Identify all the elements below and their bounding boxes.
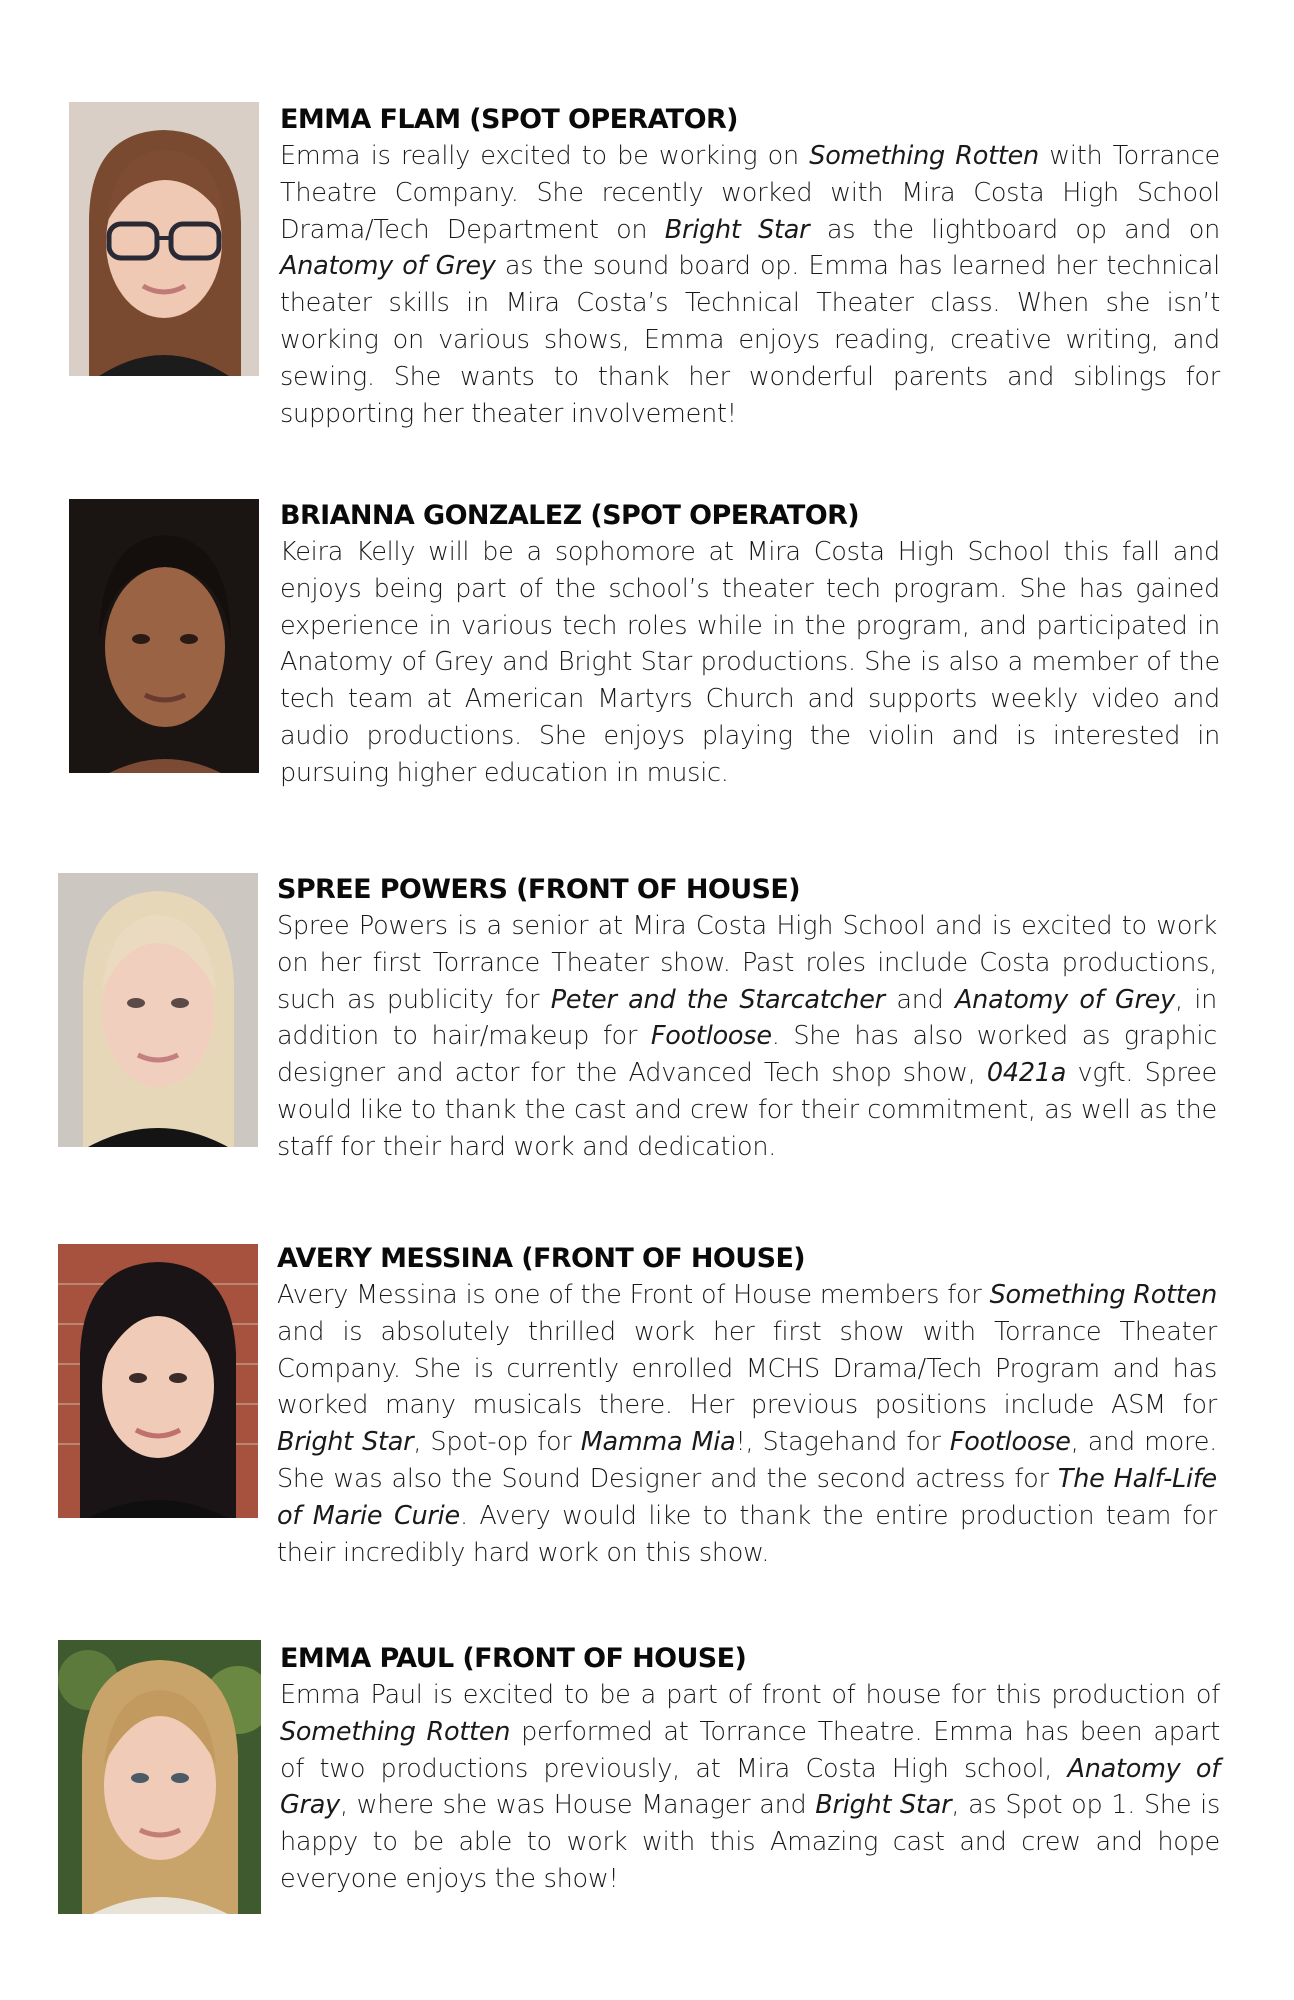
bio-title-italic: Bright Star [277, 1427, 414, 1458]
bio-text-segment: as the lightboard op and on [809, 214, 1221, 245]
bio-text-segment: as the sound board op. Emma has learned her technical theater skills in Mira Costa’s Technical Theater class. When she isn’t working on various shows, Emma enjoys reading, creative writing, and sewing. She wants to thank her wonderful parents and siblings for supporting her theater involvement! [280, 251, 1220, 429]
bio-text-segment: performed at Torrance Theatre. Emma has been apart of two productions previously, at Mira Costa High school, [280, 1716, 1220, 1784]
bio-name-heading: EMMA FLAM (SPOT OPERATOR) [280, 104, 738, 135]
bio-text-segment: vgft. Spree would like to thank the cast and crew for their commitment, as well as the staff for their hard work and dedication. [277, 1058, 1217, 1162]
bio-title-italic: Footloose [650, 1021, 772, 1052]
headshot-emma-paul-image [58, 1640, 261, 1914]
bio-text-segment: !, Stagehand for [735, 1427, 950, 1458]
headshot-photo [58, 1640, 261, 1914]
bio-text-block [280, 101, 1220, 432]
headshot-photo [58, 873, 258, 1147]
bio-text-segment: Emma is really excited to be working on [280, 141, 810, 171]
headshot-photo [69, 102, 259, 376]
bio-text-segment: , as Spot op 1. She is happy to be able to work with this Amazing cast and crew and hope everyone enjoys the show! [280, 1790, 1220, 1894]
bio-paragraph [277, 908, 1217, 1166]
bio-text-segment: with Torrance Theatre Company. She recently worked with Mira Costa High School Drama/Tech Department on [280, 141, 1220, 245]
bio-text-segment: , where she was House Manager and [339, 1790, 816, 1821]
bio-title-italic: Anatomy of Grey [280, 251, 496, 282]
bio-text-segment: Avery Messina is one of the Front of House members for [277, 1280, 990, 1310]
bio-text-segment: , and more. She was also the Sound Designer and the second actress for [277, 1427, 1218, 1494]
headshot-photo [58, 1244, 258, 1518]
headshot-brianna-gonzalez-image [69, 499, 259, 773]
bio-name-heading: BRIANNA GONZALEZ (SPOT OPERATOR) [280, 500, 860, 531]
bio-text-segment: and [884, 984, 955, 1015]
bio-paragraph [277, 1277, 1217, 1571]
bio-title-italic: Something Rotten [280, 1716, 511, 1747]
bio-title-italic: Bright Star [664, 214, 810, 245]
bio-text-segment: Keira Kelly will be a sophomore at Mira Costa High School this fall and enjoys being part of the school’s theater tech program. She has gained experience in various tech roles while in the program, and participated in Anatomy of Grey and Bright Star productions. She is also a member of the tech team at American Martyrs Church and supports weekly video and audio productions. She enjoys playing the violin and is interested in pursuing higher education in music. [280, 537, 1220, 788]
headshot-spree-powers-image [58, 873, 258, 1147]
bio-title-italic: Anatomy of Grey [954, 984, 1175, 1015]
bio-text-segment: , in addition to hair/makeup for [277, 984, 1218, 1052]
bio-paragraph [280, 534, 1220, 792]
bio-text-segment: . She has also worked as graphic designer and actor for the Advanced Tech shop show, [277, 1021, 1217, 1089]
bio-title-italic: Bright Star [815, 1790, 952, 1821]
bio-title-italic: Anatomy of Gray [280, 1753, 1220, 1821]
bio-name-heading: EMMA PAUL (FRONT OF HOUSE) [280, 1643, 747, 1674]
bio-text-segment: Spree Powers is a senior at Mira Costa High School and is excited to work on her first Torrance Theater show. Past roles include Costa productions, such as publicity for [277, 911, 1217, 1015]
bio-text-segment: , Spot-op for [413, 1427, 581, 1458]
bio-title-italic: Something Rotten [989, 1280, 1217, 1310]
bio-text-segment: and is absolutely thrilled work her first show with Torrance Theater Company. She is currently enrolled MCHS Drama/Tech Program and has worked many musicals there. Her previous positions include ASM for [277, 1316, 1217, 1421]
bio-paragraph [280, 1677, 1220, 1898]
bio-text-segment: . Avery would like to thank the entire production team for their incredibly hard work on this show. [277, 1500, 1218, 1568]
bio-paragraph [280, 138, 1220, 432]
bio-text-segment: Emma Paul is excited to be a part of front of house for this production of [280, 1680, 1220, 1710]
bio-text-block [280, 497, 1220, 792]
bio-title-italic: Peter and the Starcatcher [550, 984, 885, 1015]
bio-title-italic: 0421a [986, 1058, 1067, 1089]
bio-name-heading: AVERY MESSINA (FRONT OF HOUSE) [277, 1243, 806, 1274]
bio-text-block [277, 871, 1217, 1166]
headshot-photo [69, 499, 259, 773]
bio-title-italic: Something Rotten [809, 141, 1039, 171]
bio-title-italic: Footloose [949, 1427, 1071, 1458]
bio-title-italic: Mamma Mia [580, 1427, 736, 1458]
bio-text-block [277, 1240, 1217, 1571]
bio-title-italic: The Half-Life of Marie Curie [277, 1463, 1217, 1531]
headshot-avery-messina-image [58, 1244, 258, 1518]
headshot-emma-flam-image [69, 102, 259, 376]
bio-text-block [280, 1640, 1220, 1898]
bio-name-heading: SPREE POWERS (FRONT OF HOUSE) [277, 874, 800, 905]
